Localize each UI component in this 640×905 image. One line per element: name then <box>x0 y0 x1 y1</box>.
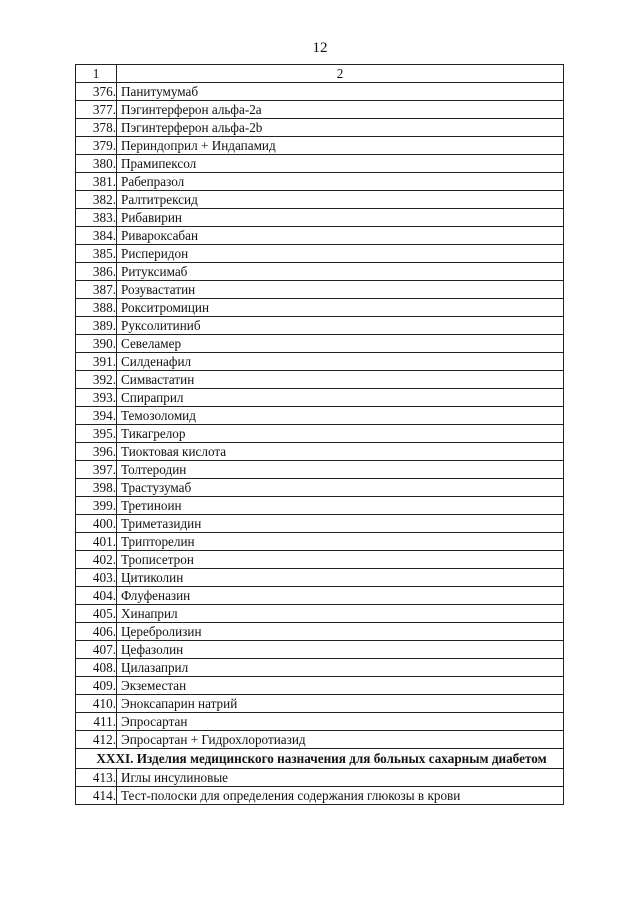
row-number: 410. <box>76 695 117 713</box>
table-row <box>76 263 564 281</box>
table-row <box>76 407 564 425</box>
row-number: 395. <box>76 425 117 443</box>
row-name: Пэгинтерферон альфа-2а <box>117 101 564 119</box>
row-name: Трипторелин <box>117 533 564 551</box>
section-header-row <box>76 749 564 769</box>
table-row <box>76 425 564 443</box>
table-row <box>76 191 564 209</box>
row-name: Спираприл <box>117 389 564 407</box>
row-name: Эпросартан + Гидрохлоротиазид <box>117 731 564 749</box>
row-name: Трастузумаб <box>117 479 564 497</box>
table-row <box>76 769 564 787</box>
table-body-part1 <box>76 83 564 749</box>
row-name: Хинаприл <box>117 605 564 623</box>
row-number: 385. <box>76 245 117 263</box>
row-name: Триметазидин <box>117 515 564 533</box>
table-row <box>76 569 564 587</box>
table-row <box>76 371 564 389</box>
table-row <box>76 515 564 533</box>
row-number: 386. <box>76 263 117 281</box>
table-row <box>76 335 564 353</box>
table-row <box>76 299 564 317</box>
table-row <box>76 155 564 173</box>
table-row <box>76 227 564 245</box>
row-number: 382. <box>76 191 117 209</box>
row-number: 387. <box>76 281 117 299</box>
row-name: Темозоломид <box>117 407 564 425</box>
row-name: Рибавирин <box>117 209 564 227</box>
table-row <box>76 173 564 191</box>
section-title: XXXI. Изделия медицинского назначения для больных сахарным диабетом <box>76 749 564 769</box>
table-row <box>76 137 564 155</box>
row-number: 388. <box>76 299 117 317</box>
row-name: Флуфеназин <box>117 587 564 605</box>
row-name: Тест-полоски для определения содержания глюкозы в крови <box>117 787 564 805</box>
table-row <box>76 787 564 805</box>
row-number: 406. <box>76 623 117 641</box>
row-number: 393. <box>76 389 117 407</box>
row-number: 407. <box>76 641 117 659</box>
table-row <box>76 389 564 407</box>
row-name: Цитиколин <box>117 569 564 587</box>
row-name: Симвастатин <box>117 371 564 389</box>
row-name: Эпросартан <box>117 713 564 731</box>
row-name: Толтеродин <box>117 461 564 479</box>
table-row <box>76 317 564 335</box>
table-row <box>76 83 564 101</box>
row-name: Панитумумаб <box>117 83 564 101</box>
row-number: 403. <box>76 569 117 587</box>
table-row <box>76 533 564 551</box>
row-number: 397. <box>76 461 117 479</box>
table-row <box>76 659 564 677</box>
table-row <box>76 731 564 749</box>
row-number: 409. <box>76 677 117 695</box>
row-number: 404. <box>76 587 117 605</box>
row-name: Периндоприл + Индапамид <box>117 137 564 155</box>
row-number: 413. <box>76 769 117 787</box>
table-body-part2 <box>76 769 564 805</box>
page-number: 12 <box>312 40 328 56</box>
table-row <box>76 209 564 227</box>
row-name: Рабепразол <box>117 173 564 191</box>
row-number: 405. <box>76 605 117 623</box>
row-name: Эноксапарин натрий <box>117 695 564 713</box>
row-number: 399. <box>76 497 117 515</box>
table-row <box>76 623 564 641</box>
table-row <box>76 587 564 605</box>
row-number: 398. <box>76 479 117 497</box>
table-row <box>76 119 564 137</box>
row-number: 400. <box>76 515 117 533</box>
row-name: Рисперидон <box>117 245 564 263</box>
row-number: 402. <box>76 551 117 569</box>
row-name: Прамипексол <box>117 155 564 173</box>
medication-list-table <box>75 64 564 805</box>
row-number: 381. <box>76 173 117 191</box>
row-number: 377. <box>76 101 117 119</box>
table-row <box>76 605 564 623</box>
row-number: 411. <box>76 713 117 731</box>
table-header-row <box>76 65 564 83</box>
table-row <box>76 479 564 497</box>
header-col-1: 1 <box>76 65 117 83</box>
row-name: Тиоктовая кислота <box>117 443 564 461</box>
row-number: 380. <box>76 155 117 173</box>
table-row <box>76 461 564 479</box>
row-name: Тикагрелор <box>117 425 564 443</box>
table-row <box>76 695 564 713</box>
table-row <box>76 443 564 461</box>
row-name: Силденафил <box>117 353 564 371</box>
row-name: Розувастатин <box>117 281 564 299</box>
row-name: Ралтитрексид <box>117 191 564 209</box>
row-name: Цилазаприл <box>117 659 564 677</box>
row-number: 378. <box>76 119 117 137</box>
table-row <box>76 245 564 263</box>
row-number: 383. <box>76 209 117 227</box>
table-row <box>76 641 564 659</box>
table-row <box>76 353 564 371</box>
row-number: 401. <box>76 533 117 551</box>
row-number: 408. <box>76 659 117 677</box>
table-row <box>76 101 564 119</box>
row-number: 384. <box>76 227 117 245</box>
row-name: Пэгинтерферон альфа-2b <box>117 119 564 137</box>
row-name: Иглы инсулиновые <box>117 769 564 787</box>
table-row <box>76 713 564 731</box>
row-name: Экземестан <box>117 677 564 695</box>
row-number: 376. <box>76 83 117 101</box>
row-name: Ривароксабан <box>117 227 564 245</box>
row-number: 396. <box>76 443 117 461</box>
row-number: 392. <box>76 371 117 389</box>
table-row <box>76 551 564 569</box>
row-number: 389. <box>76 317 117 335</box>
row-number: 414. <box>76 787 117 805</box>
section-header-body <box>76 749 564 769</box>
table-row <box>76 497 564 515</box>
row-name: Севеламер <box>117 335 564 353</box>
row-name: Рокситромицин <box>117 299 564 317</box>
row-name: Ритуксимаб <box>117 263 564 281</box>
row-number: 391. <box>76 353 117 371</box>
row-number: 394. <box>76 407 117 425</box>
table-row <box>76 281 564 299</box>
table-row <box>76 677 564 695</box>
header-col-2: 2 <box>117 65 564 83</box>
row-name: Трописетрон <box>117 551 564 569</box>
row-number: 412. <box>76 731 117 749</box>
row-name: Церебролизин <box>117 623 564 641</box>
row-name: Руксолитиниб <box>117 317 564 335</box>
row-number: 390. <box>76 335 117 353</box>
row-number: 379. <box>76 137 117 155</box>
row-name: Третиноин <box>117 497 564 515</box>
row-name: Цефазолин <box>117 641 564 659</box>
